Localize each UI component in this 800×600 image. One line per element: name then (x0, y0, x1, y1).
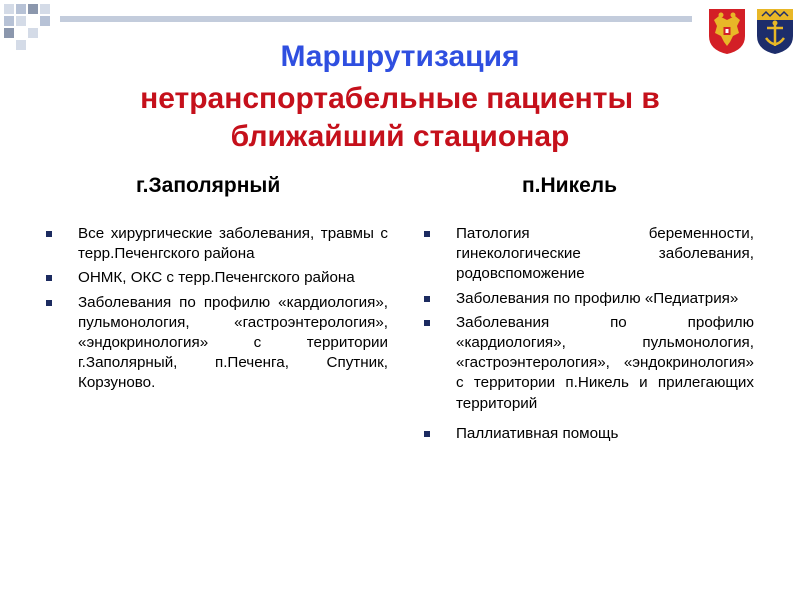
page-title-line-1: Маршрутизация (280, 40, 520, 73)
right-column-heading: п.Никель (522, 174, 618, 197)
left-column-heading: г.Заполярный (136, 174, 281, 197)
list-item: Паллиативная помощь (424, 424, 754, 444)
deco-square (16, 4, 26, 14)
page-title-line-3: ближайший стационар (230, 120, 570, 153)
page-title-line-2: нетранспортабельные пациенты в (140, 82, 660, 115)
header-rule (60, 16, 692, 22)
deco-square (40, 4, 50, 14)
deco-square (4, 28, 14, 38)
list-item: Все хирургические заболевания, травмы с терр.Печенгского района (46, 224, 388, 264)
list-item: ОНМК, ОКС с терр.Печенгского района (46, 268, 388, 288)
list-item: Заболевания по профилю «кардиология», пульмонология, «гастроэнтерология», «эндокринология» с территории п.Никель и прилегающих территорий (424, 313, 754, 414)
deco-square (4, 16, 14, 26)
deco-square (4, 4, 14, 14)
list-item: Заболевания по профилю «Педиатрия» (424, 289, 754, 309)
deco-square (28, 4, 38, 14)
list-item: Патология беременности, гинекологические заболевания, родовспоможение (424, 224, 754, 285)
deco-square (40, 16, 50, 26)
left-column-list (46, 224, 388, 398)
deco-square (28, 28, 38, 38)
right-column-list (424, 224, 754, 448)
list-item: Заболевания по профилю «кардиология», пульмонология, «гастроэнтерология», «эндокринология» с территории г.Заполярный, п.Печенга, Спутник, Корзуново. (46, 293, 388, 394)
deco-square (16, 16, 26, 26)
